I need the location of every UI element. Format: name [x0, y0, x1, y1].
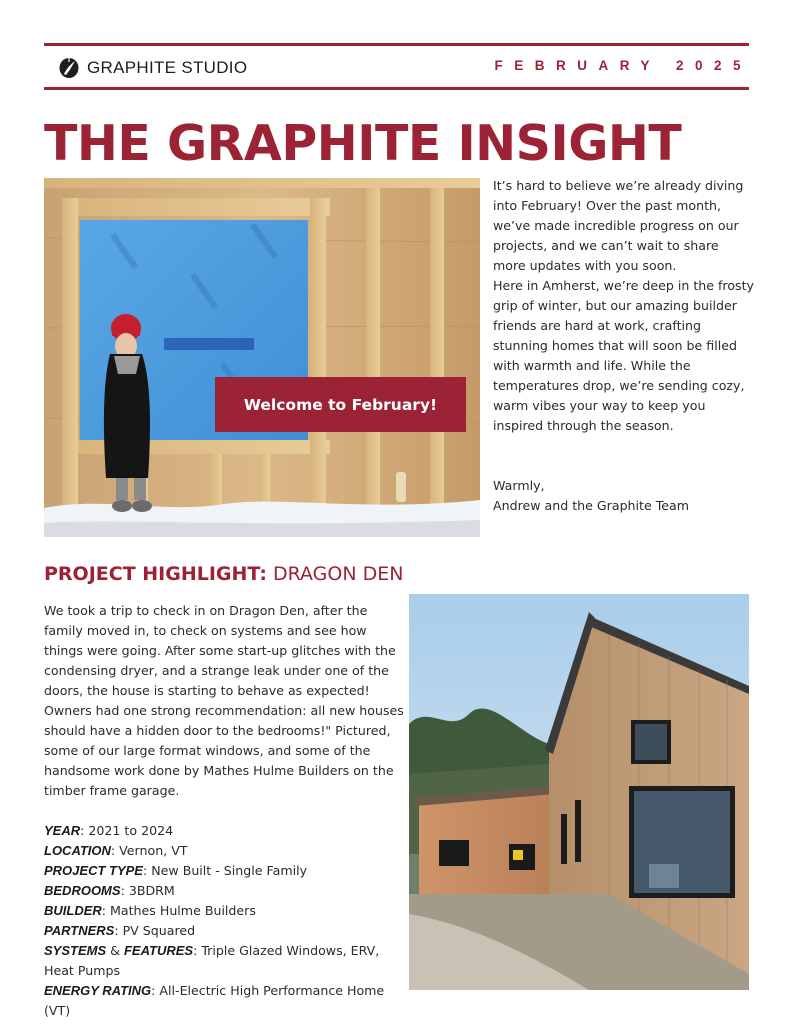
detail-year-value: 2021 to 2024	[88, 823, 174, 838]
project-name: DRAGON DEN	[272, 563, 404, 585]
detail-year-label: YEAR	[44, 823, 81, 838]
detail-bedrooms-value: 3BDRM	[128, 883, 175, 898]
detail-builder-label: BUILDER	[44, 903, 102, 918]
detail-energy-rating-label: ENERGY RATING	[44, 983, 152, 998]
project-details	[44, 821, 406, 1021]
brand-logo	[58, 55, 247, 81]
detail-partners: PARTNERS: PV Squared	[44, 923, 196, 938]
detail-year: YEAR: 2021 to 2024	[44, 823, 174, 838]
intro-paragraph-2: Here in Amherst, we’re deep in the frosty grip of winter, but our amazing builder friends are hard at work, crafting stunning homes that will soon be filled with warmth and life. While the temperatures drop, we’re sending cozy, warm vibes your way to keep you inspired through the season.	[493, 278, 754, 433]
detail-partners-label: PARTNERS	[44, 923, 115, 938]
intro-letter	[493, 176, 755, 516]
intro-spacer	[493, 436, 755, 476]
newsletter-title: THE GRAPHITE INSIGHT	[44, 115, 682, 172]
intro-paragraph-1: It’s hard to believe we’re already diving into February! Over the past month, we’ve made incredible progress on our projects, and we can’t wait to share more updates with you soon.	[493, 178, 744, 273]
detail-energy-rating: ENERGY RATING: All-Electric High Performance Home (VT)	[44, 983, 385, 1018]
project-highlight-label: PROJECT HIGHLIGHT:	[44, 563, 267, 585]
detail-builder: BUILDER: Mathes Hulme Builders	[44, 903, 256, 918]
detail-location-label: LOCATION	[44, 843, 111, 858]
house-photo	[409, 594, 749, 990]
detail-builder-value: Mathes Hulme Builders	[110, 903, 256, 918]
project-highlight-heading	[44, 563, 403, 585]
hero-photo	[44, 178, 480, 537]
brand-name: GRAPHITE STUDIO	[87, 58, 248, 77]
detail-energy-rating-value: All-Electric High Performance Home (VT)	[44, 983, 385, 1018]
detail-systems-label-a: SYSTEMS	[44, 943, 107, 958]
detail-location: LOCATION: Vernon, VT	[44, 843, 188, 858]
header-top-rule	[44, 43, 749, 46]
project-description: We took a trip to check in on Dragon Den, after the family moved in, to check on systems and see how things were going. After some start-up glitches with the condensing dryer, and a strange leak under one of the doors, the house is starting to behave as expected! Owners had one strong recommendation: all new houses should have a hidden door to the bedrooms!" Pictured, some of our large format windows, and some of the handsome work done by Mathes Hulme Builders on the timber frame garage.	[44, 603, 404, 798]
intro-signature: Andrew and the Graphite Team	[493, 498, 690, 513]
header-bottom-rule	[44, 87, 749, 90]
detail-project-type-label: PROJECT TYPE	[44, 863, 143, 878]
detail-location-value: Vernon, VT	[119, 843, 188, 858]
detail-project-type-value: New Built - Single Family	[151, 863, 308, 878]
graphite-leaf-icon	[58, 56, 80, 80]
detail-systems-label-b: FEATURES	[123, 943, 194, 958]
issue-date: FEBRUARY 2025	[494, 58, 752, 73]
welcome-banner: Welcome to February!	[215, 377, 466, 432]
detail-project-type: PROJECT TYPE: New Built - Single Family	[44, 863, 308, 878]
detail-partners-value: PV Squared	[122, 923, 196, 938]
detail-bedrooms-label: BEDROOMS	[44, 883, 121, 898]
detail-bedrooms: BEDROOMS: 3BDRM	[44, 883, 175, 898]
intro-signoff: Warmly,	[493, 478, 545, 493]
detail-systems: SYSTEMS & FEATURES: Triple Glazed Windows, ERV, Heat Pumps	[44, 943, 380, 978]
detail-systems-value: Triple Glazed Windows, ERV, Heat Pumps	[44, 943, 380, 978]
detail-systems-amp: &	[110, 943, 120, 958]
